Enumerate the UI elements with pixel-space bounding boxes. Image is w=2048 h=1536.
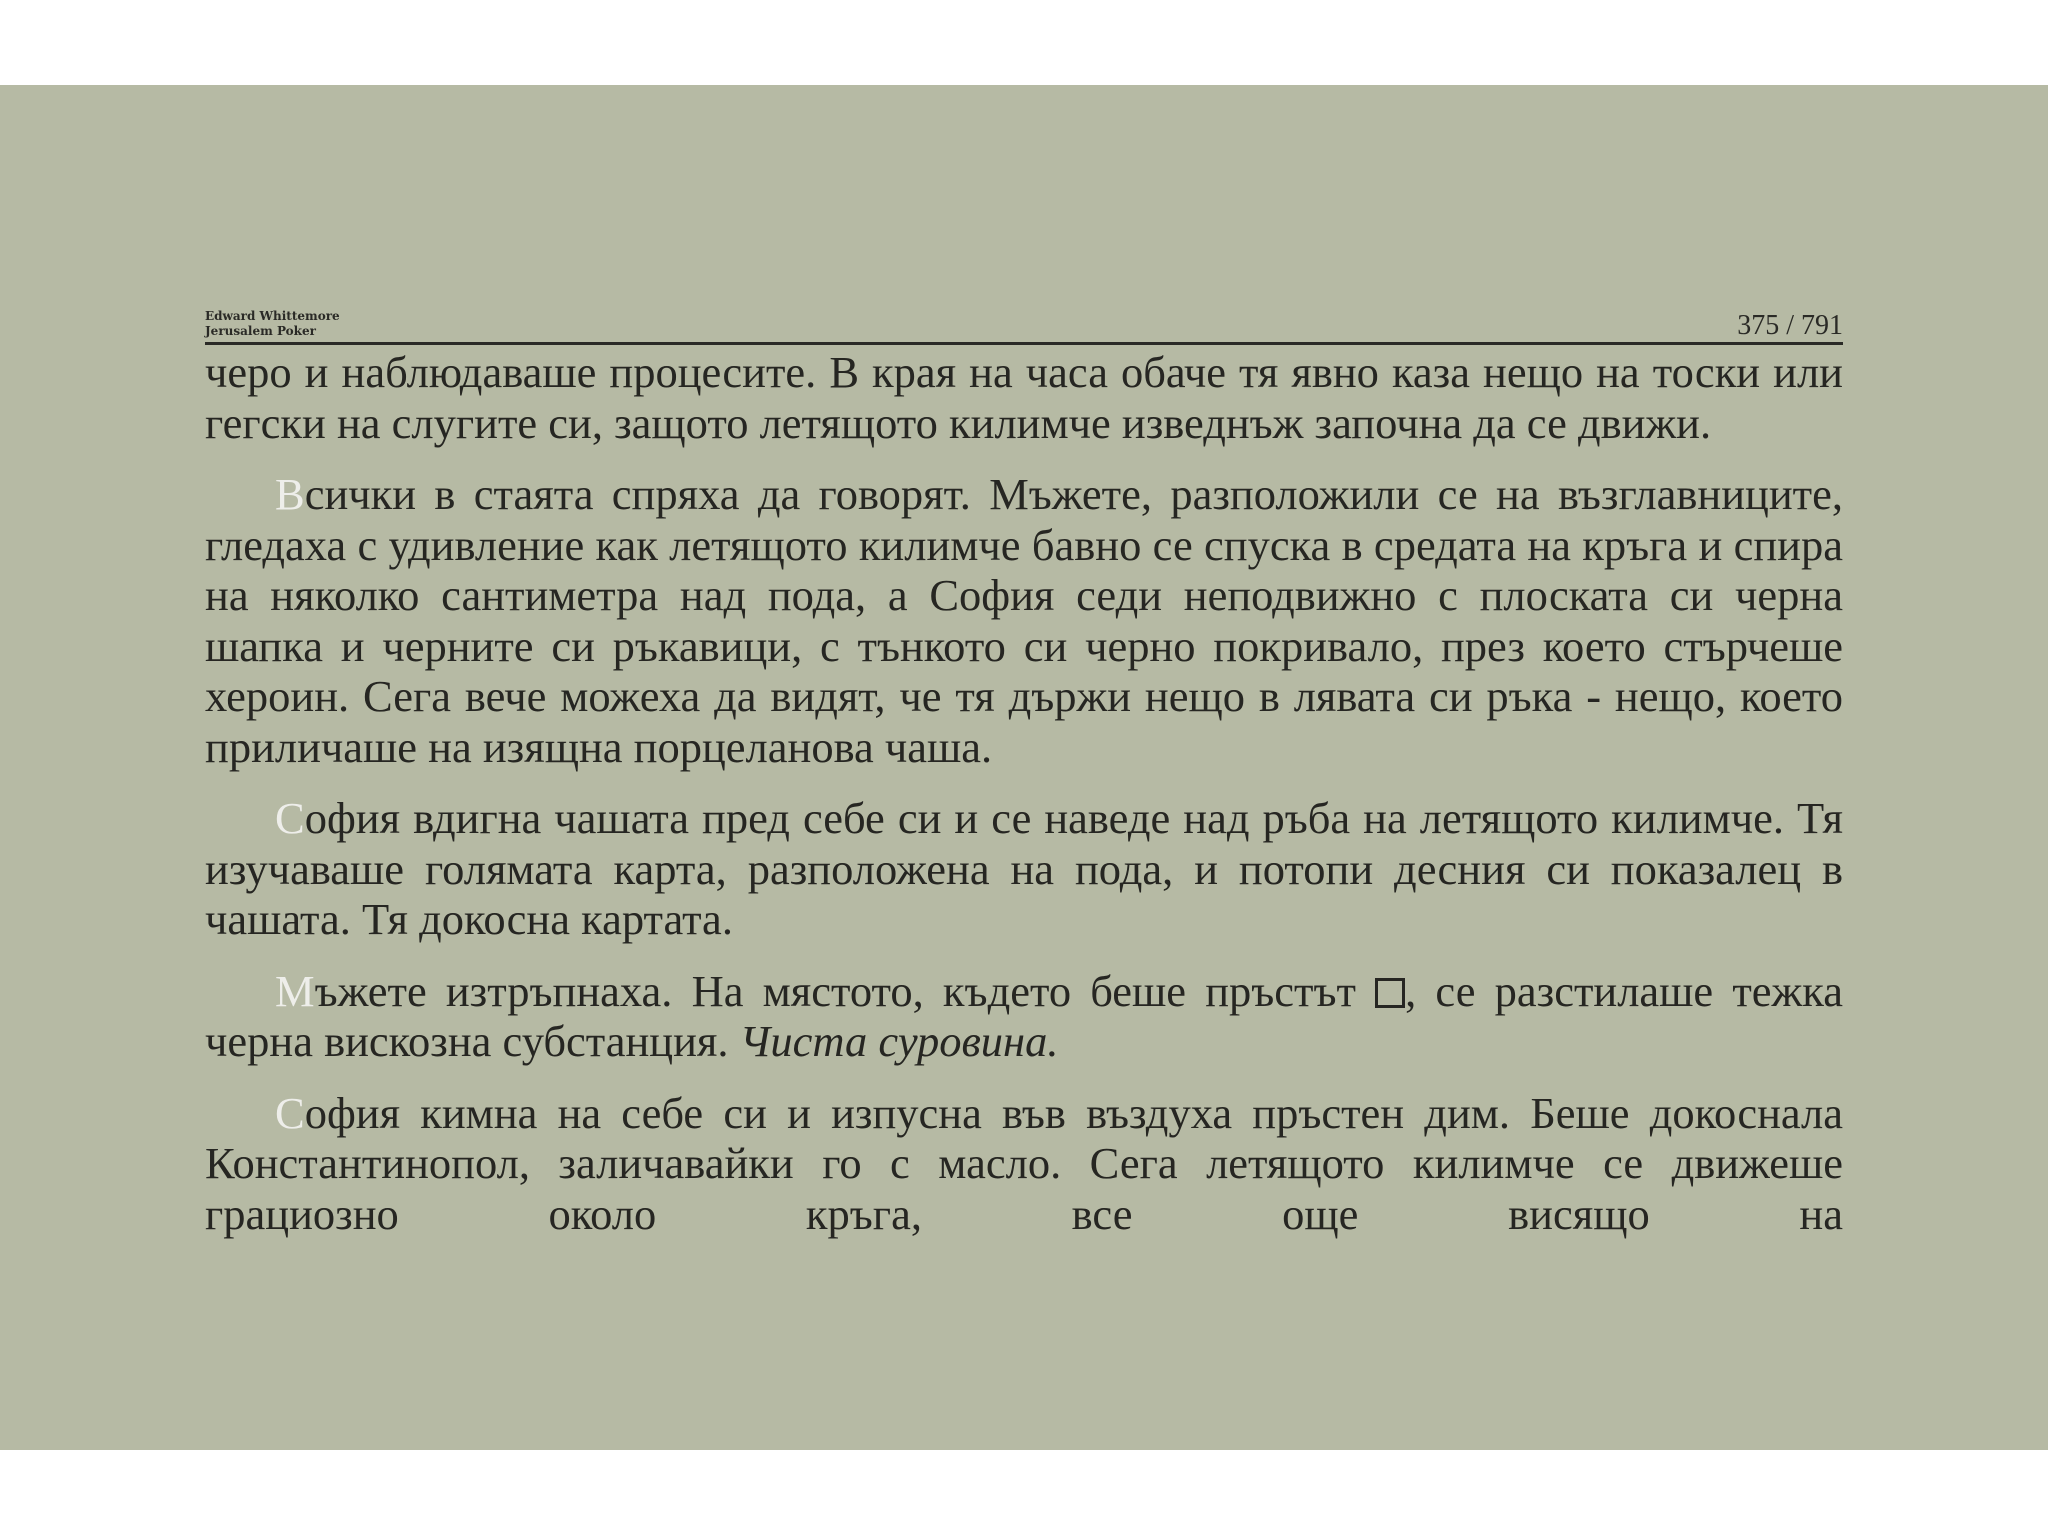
page-text[interactable] [205,347,1843,1239]
book-author: Edward Whittemore [205,309,340,323]
page-total: 791 [1801,310,1843,341]
page-current: 375 [1737,310,1780,341]
page-separator: / [1779,310,1801,341]
paragraph-initial: В [275,469,305,519]
paragraph [205,1088,1843,1240]
paragraph [205,469,1843,772]
reader-page [0,85,2048,1450]
paragraph-initial: С [275,793,305,843]
paragraph-initial: М [275,965,315,1016]
paragraph [205,793,1843,945]
paragraph [205,347,1843,448]
page-indicator [1737,311,1843,341]
paragraph-text: черо и наблюдаваше процесите. В края на часа обаче тя явно каза нещо на тоски или гегски на слугите си, защото летящото килимче изведнъж започна да се движи. [205,347,1843,448]
missing-glyph-icon [1375,978,1405,1008]
paragraph-text-continued: , се разстилаше тежка черна вискозна субстанция. [205,965,1843,1066]
paragraph [205,966,1843,1067]
book-meta [205,309,340,339]
page-header [205,223,1843,345]
paragraph-text: ъжете изтръпнаха. На мястото, където беше пръстът [314,965,1376,1016]
paragraph-text: офия вдигна чашата пред себе си и се наведе над ръба на летящото килимче. Тя изучаваше голямата карта, разположена на пода, и потопи десния си показалец в чашата. Тя докосна картата. [205,793,1843,944]
paragraph-text: сички в стаята спряха да говорят. Мъжете, разположили се на възглавниците, гледаха с удивление как летящото килимче бавно се спуска в средата на кръга и спира на няколко сантиметра над пода, а София седи неподвижно с плоската си черна шапка и черните си ръкавици, с тънкото си черно покривало, през което стърчеше хероин. Сега вече можеха да видят, че тя държи нещо в лявата си ръка - нещо, което приличаше на изящна порцеланова чаша. [205,469,1843,772]
italic-phrase: Чиста суровина. [739,1016,1059,1066]
paragraph-text: офия кимна на себе си и изпусна във въздуха пръстен дим. Беше докоснала Константинопол, заличавайки го с масло. Сега летящото килимче се движеше грациозно около кръга, все още висящо на [205,1087,1843,1239]
book-title: Jerusalem Poker [205,324,316,338]
paragraph-initial: С [275,1087,305,1138]
